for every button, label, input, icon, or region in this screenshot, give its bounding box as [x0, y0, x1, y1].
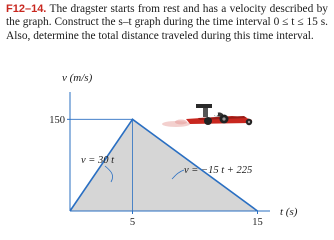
problem-text: The dragster starts from rest and has a velocity described by the graph. Construct the s–t graph during the time interval 0 ≤ t ≤ 15 s. Also, determine the total distance traveled during this time interval.: [6, 3, 328, 42]
tick-label-15: 15: [252, 217, 263, 228]
x-axis-label: t (s): [280, 206, 298, 218]
tick-label-150: 150: [49, 114, 65, 126]
annotation-falling: v = −15 t + 225: [184, 165, 253, 176]
dragster-car-icon: [162, 104, 252, 127]
problem-number: F12–14.: [6, 3, 47, 15]
tick-label-5: 5: [129, 217, 136, 228]
y-axis-label: v (m/s): [62, 72, 93, 84]
annotation-rising: v = 30 t: [81, 155, 115, 166]
